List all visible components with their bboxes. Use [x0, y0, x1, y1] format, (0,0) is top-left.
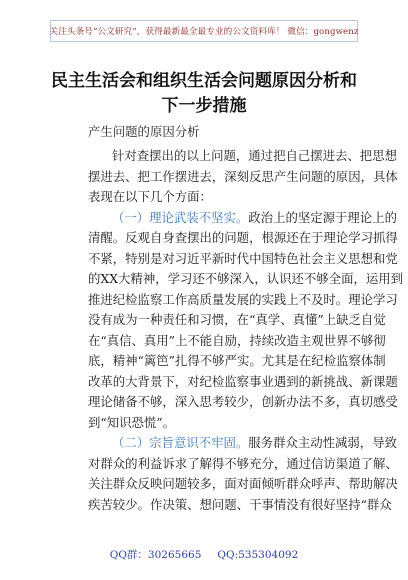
header-banner: 关注头条号“公文研究”，获得最新最全最专业的公文资料库！ 微信：gongwenz: [50, 20, 358, 42]
section-heading: 产生问题的原因分析: [88, 124, 200, 139]
subsection-heading: （一）理论武装不坚实。: [112, 209, 249, 225]
footer-qq-group: QQ群：30265665: [109, 549, 202, 561]
body-line: 不紧，特别是对习近平新时代中国特色社会主义思想和党: [88, 250, 398, 266]
body-line: 底，精神“篱笆”扎得不够严实。尤其是在纪检监察体制: [88, 353, 386, 368]
body-line: 在“真信、真用”上不能自励，持续改造主观世界不够彻: [88, 332, 386, 348]
footer-contact: [0, 547, 408, 562]
body-line: 改革的大背景下，对纪检监察事业遇到的新挑战、新课题: [88, 373, 398, 389]
body-line: 摆进去、把工作摆进去，深刻反思产生问题的原因，具体: [88, 168, 398, 184]
body-text: 服务群众主动性减弱，导致: [248, 435, 397, 450]
body-line: 到“知识恐慌”。: [88, 414, 176, 430]
body-line: 针对查摆出的以上问题，通过把自己摆进去、把思想: [112, 148, 397, 163]
footer-qq: QQ:535304092: [217, 549, 299, 561]
body-line: 关注群众反映问题较多，面对面倾听群众呼声、帮助解决: [88, 476, 398, 491]
body-line: 的XX大精神，学习还不够深入，认识还不够全面，运用到: [88, 271, 404, 286]
subsection-heading: （二）宗旨意识不牢固。: [112, 435, 249, 450]
body-line: [112, 208, 397, 228]
body-line: 没有成为一种责任和习惯，在“真学、真懂”上缺乏自觉: [88, 312, 386, 327]
body-line: 清醒。反观自身查摆出的问题，根源还在于理论学习抓得: [88, 230, 398, 245]
body-line: 对群众的利益诉求了解得不够充分，通过信访渠道了解、: [88, 455, 398, 471]
document-title-line-2: 下一步措施: [161, 96, 247, 116]
body-line: 理论储备不够，深入思考较少，创新办法不多，真切感受: [88, 394, 398, 409]
body-line: [112, 433, 397, 453]
body-line: 疾苦较少。作决策、想问题、干事情没有很好坚持“群众: [88, 496, 392, 512]
document-title-line-1: 民主生活会和组织生活会问题原因分析和: [51, 71, 357, 91]
body-text: 政治上的坚定源于理论上的: [248, 209, 397, 225]
body-line: 推进纪检监察工作高质量发展的实践上不及时。理论学习: [88, 291, 398, 307]
body-line: 表现在以下几个方面：: [88, 189, 212, 204]
